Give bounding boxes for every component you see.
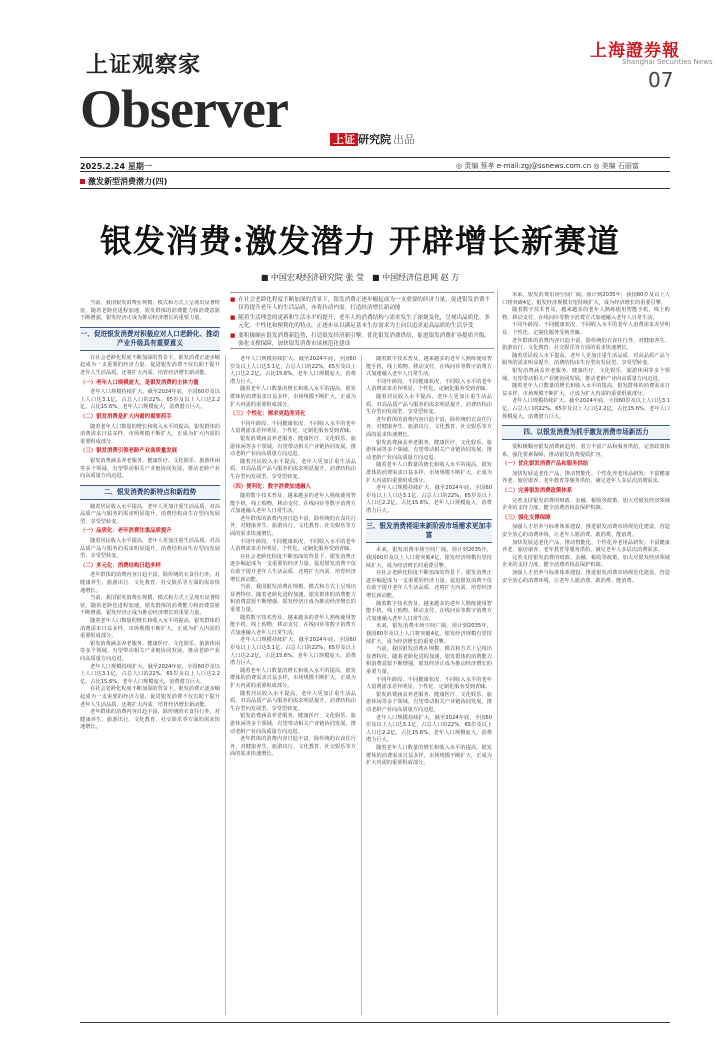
paragraph: 在社会老龄化程度不断加深的背景下，银发消费正逐步崛起成为一支重要的经济力量。促进银发消费不仅有助于提升老年人生活品质，还将扩大内需、培育经济增长新动能。 <box>366 570 492 600</box>
column-divider <box>497 290 498 1015</box>
section-label: 激发新型消费潜力(四) <box>88 177 168 186</box>
column-divider <box>225 355 226 1015</box>
paragraph: 随着老年人口数量的增长和收入水平的提高，银发群体的消费需求日益多样，市场规模不断扩大，正成为扩大内需的重要组成部分。 <box>366 462 492 484</box>
paragraph: 老年群体的消费内容日趋丰富，除传统的衣食住行外，对健康养生、旅游出行、文化教育、社交娱乐等方面的需求快速增长。 <box>502 337 670 352</box>
paragraph: 在社会老龄化程度不断加深的背景下，银发消费正逐步崛起成为一支重要的经济力量。促进银发消费不仅有助于提升老年人生活品质，还将扩大内需、培育经济增长新动能。 <box>80 354 220 376</box>
section-heading: 四、以银发消费为抓手激发消费市场新活力 <box>502 425 670 440</box>
paragraph: 随着数字技术普及，越来越多的老年人熟练使用智能手机，线上购物、移动支付、在线问诊等数字消费方式加速融入老年人日常生活。 <box>366 600 492 622</box>
paragraph: 银发消费涵盖养老服务、健康医疗、文化娱乐、旅游休闲等多个领域，有望带动相关产业链协同发展，推动老龄产业向高质量方向迈进。 <box>502 367 670 382</box>
brand-suffix: 出品 <box>393 133 415 146</box>
paragraph: 随着老年人口数量的增长和收入水平的提高，银发群体的消费需求日益多样，市场规模不断扩大，正成为扩大内需的重要组成部分。 <box>502 383 670 397</box>
brand-box: 上证 <box>330 133 358 146</box>
subheading: （三）银发消费引领老龄产业高质量发展 <box>80 448 178 455</box>
subheading: （二）银发消费是扩大内需的重要抓手 <box>80 413 172 420</box>
summary-point: ■ 要积极顺应银发消费新趋势，打造银发经济新引擎。优化银发消费供给，促进银发消费扩容提质升级。强化支撑保障，加快银发消费市场规范化建设 <box>230 333 491 347</box>
paper-english-name: Shanghai Securities News <box>622 58 713 66</box>
article-column-1 <box>80 300 220 1020</box>
paragraph: 老年人口规模持续扩大。截至2024年底，全国60岁及以上人口达3.1亿，占总人口的22%，65岁及以上人口达2.2亿，占比15.6%，老年人口规模庞大，消费潜力巨大。 <box>80 389 220 411</box>
paragraph: 银发消费涵盖养老服务、健康医疗、文化娱乐、旅游休闲等多个领域，有望带动相关产业链协同发展，推动老龄产业向高质量方向迈进。 <box>230 713 356 735</box>
paragraph: 老年群体的消费内容日趋丰富，除传统的衣食住行外，对健康养生、旅游出行、文化教育、社交娱乐等方面的需求快速增长。 <box>366 416 492 438</box>
paragraph: 未来，银发消费市场空间广阔。预计到2035年，我国60岁及以上人口将突破4亿，银发经济规模有望持续扩大，成为经济增长的重要引擎。 <box>366 547 492 569</box>
paragraph: 随着数字技术普及，越来越多的老年人熟练使用智能手机，线上购物、移动支付、在线问诊等数字消费方式加速融入老年人日常生活。 <box>366 356 492 378</box>
subheading: （二）多元化：消费结构日趋多样 <box>80 562 161 569</box>
paragraph: 不同年龄段、不同健康状况、不同收入水平的老年人消费需求差异明显，个性化、定制化服务受到青睐。 <box>366 676 492 691</box>
paragraph: 银发消费涵盖养老服务、健康医疗、文化娱乐、旅游休闲等多个领域，有望带动相关产业链协同发展，推动老龄产业向高质量方向迈进。 <box>366 439 492 461</box>
section-heading: 二、银发消费的新特点和新趋势 <box>80 485 220 500</box>
paragraph: 老年群体的消费内容日趋丰富，除传统的衣食住行外，对健康养生、旅游出行、文化教育、社交娱乐等方面的需求快速增长。 <box>80 709 220 731</box>
section-tag <box>80 176 167 187</box>
paragraph: 老年群体的消费内容日趋丰富，除传统的衣食住行外，对健康养生、旅游出行、文化教育、社交娱乐等方面的需求快速增长。 <box>80 572 220 594</box>
paragraph: 当前，我国银发消费在规模、模式和方式上呈现出显著特征。随着老龄化进程加速，银发群体的消费能力和消费意愿不断增强，银发经济正成为推动经济增长的重要力量。 <box>366 646 492 675</box>
headline: 银发消费:激发潜力 开辟增长新赛道 <box>100 222 620 260</box>
paragraph: 随着老年人口数量的增长和收入水平的提高，银发群体的消费需求日益多样，市场规模不断扩大，正成为扩大内需的重要组成部分。 <box>230 386 356 408</box>
paragraph: 老年人口规模持续扩大。截至2024年底，全国60岁及以上人口达3.1亿，占总人口的22%，65岁及以上人口达2.2亿，占比15.6%，老年人口规模庞大，消费潜力巨大。 <box>502 398 670 420</box>
paragraph: 随着老年人口数量的增长和收入水平的提高，银发群体的消费需求日益多样，市场规模不断扩大，正成为扩大内需的重要组成部分。 <box>366 744 492 767</box>
brand-mark <box>330 131 415 147</box>
paragraph: 银发消费涵盖养老服务、健康医疗、文化娱乐、旅游休闲等多个领域，有望带动相关产业链协同发展，推动老龄产业向高质量方向迈进。 <box>230 435 356 458</box>
paragraph: 当前，我国银发消费在规模、模式和方式上呈现出显著特征。随着老龄化进程加速，银发群体的消费能力和消费意愿不断增强，银发经济正成为推动经济增长的重要力量。 <box>230 584 356 613</box>
page-number: 07 <box>648 68 674 92</box>
paragraph: 不同年龄段、不同健康状况、不同收入水平的老年人消费需求差异明显，个性化、定制化服务受到青睐。 <box>230 420 356 435</box>
paragraph: 随着老年人口数量的增长和收入水平的提高，银发群体的消费需求日益多样，市场规模不断扩大，正成为扩大内需的重要组成部分。 <box>80 423 220 445</box>
paragraph: 老年群体的消费内容日趋丰富，除传统的衣食住行外，对健康养生、旅游出行、文化教育、社交娱乐等方面的需求快速增长。 <box>230 736 356 758</box>
paragraph: 完善支持银发消费的财政、金融、税收等政策，加大对银发经济领域企业的支持力度，健全消费者权益保护机制。 <box>502 554 670 569</box>
paragraph: 未来，银发消费市场空间广阔。预计到2035年，我国60岁及以上人口将突破4亿，银发经济规模有望持续扩大，成为经济增长的重要引擎。 <box>366 623 492 645</box>
paragraph: 完善支持银发消费的财政、金融、税收等政策，加大对银发经济领域企业的支持力度，健全消费者权益保护机制。 <box>502 497 670 512</box>
paragraph: 加强人才培养与标准体系建设，推进银发消费市场规范化建设，营造安全放心的消费环境，让老年人愿消费、敢消费、能消费。 <box>502 570 670 584</box>
paragraph: 老年人口规模持续扩大。截至2024年底，全国60岁及以上人口达3.1亿，占总人口的22%，65岁及以上人口达2.2亿，占比15.6%，老年人口规模庞大，消费潜力巨大。 <box>230 637 356 667</box>
masthead-title: Observer <box>80 79 288 139</box>
bullet-square-icon <box>80 179 85 184</box>
paragraph: 要积极顺应银发消费新趋势，着力丰富产品和服务供给，完善政策体系，强化要素保障，推动银发消费提质扩容。 <box>502 444 670 458</box>
paragraph: 银发消费涵盖养老服务、健康医疗、文化娱乐、旅游休闲等多个领域，有望带动相关产业链协同发展，推动老龄产业向高质量方向迈进。 <box>366 691 492 713</box>
article-column-4 <box>502 292 670 1020</box>
subheading: （三）强化支撑保障 <box>502 514 551 521</box>
byline: ■ 中国宏观经济研究院 张 莹 ■ 中国经济信息网 赵 方 <box>260 273 460 282</box>
paragraph: 随着居民收入水平提高，老年人更加注重生活品质，对高品质产品与服务的需求明显提升，消费结构由生存型向发展型、享受型转变。 <box>80 538 220 560</box>
footer-rule <box>80 1022 670 1023</box>
paragraph: 老年人口规模持续扩大。截至2024年底，全国60岁及以上人口达3.1亿，占总人口的22%，65岁及以上人口达2.2亿，占比15.6%，老年人口规模庞大，消费潜力巨大。 <box>80 663 220 685</box>
paragraph: 在社会老龄化程度不断加深的背景下，银发消费正逐步崛起成为一支重要的经济力量。促进银发消费不仅有助于提升老年人生活品质，还将扩大内需、培育经济增长新动能。 <box>80 686 220 708</box>
subheading: （一）老年人口规模庞大，是银发消费的主体力量 <box>80 379 199 386</box>
paragraph: 不同年龄段、不同健康状况、不同收入水平的老年人消费需求差异明显，个性化、定制化服务受到青睐。 <box>502 322 670 336</box>
column-label: 上证观察家 <box>86 53 202 78</box>
section-rule <box>80 188 670 189</box>
issue-date: 2025.2.24 星期一 <box>80 162 152 171</box>
paragraph: 老年人口规模持续扩大。截至2024年底，全国60岁及以上人口达3.1亿，占总人口的22%，65岁及以上人口达2.2亿，占比15.6%，老年人口规模庞大，消费潜力巨大。 <box>366 714 492 744</box>
paragraph: 随着居民收入水平提高，老年人更加注重生活品质，对高品质产品与服务的需求明显提升，消费结构由生存型向发展型、享受型转变。 <box>80 503 220 525</box>
section-heading: 三、银发消费将迎来新阶段市场需求更加丰富 <box>366 519 492 543</box>
paragraph: 随着数字技术普及，越来越多的老年人熟练使用智能手机，线上购物、移动支付、在线问诊等数字消费方式加速融入老年人日常生活。 <box>230 614 356 636</box>
summary-point: ■ 在社会老龄化程度不断加深的背景下，银发消费正逐步崛起成为一支重要的经济力量，促进银发消费不仅将提升老年人的生活品质，亦将拉动内需，打造经济增长新动能 <box>230 297 491 311</box>
header-rule <box>80 157 670 158</box>
paragraph: 老年人口规模持续扩大。截至2024年底，全国60岁及以上人口达3.1亿，占总人口的22%，65岁及以上人口达2.2亿，占比15.6%，老年人口规模庞大，消费潜力巨大。 <box>230 356 356 385</box>
paragraph: 当前，我国银发消费在规模、模式和方式上呈现出显著特征。随着老龄化进程加速，银发群体的消费能力和消费意愿不断增强，银发经济正成为推动经济增长的重要力量。 <box>80 300 220 322</box>
summary-bottom-rule <box>230 348 494 349</box>
paragraph: 不同年龄段、不同健康状况、不同收入水平的老年人消费需求差异明显，个性化、定制化服务受到青睐。 <box>366 378 492 393</box>
summary-box <box>230 296 494 350</box>
paragraph: 随着老年人口数量的增长和收入水平的提高，银发群体的消费需求日益多样，市场规模不断扩大，正成为扩大内需的重要组成部分。 <box>80 618 220 640</box>
paragraph: 随着居民收入水平提高，老年人更加注重生活品质，对高品质产品与服务的需求明显提升，消费结构由生存型向发展型、享受型转变。 <box>502 352 670 367</box>
paragraph: 随着数字技术普及，越来越多的老年人熟练使用智能手机，线上购物、移动支付、在线问诊等数字消费方式加速融入老年人日常生活。 <box>230 493 356 515</box>
column-divider <box>361 355 362 1015</box>
paragraph: 加快发展适老化产品，推动智能化、个性化养老用品研发；丰富健康养老、旅居康养、老年教育等服务供给，满足老年人多层次消费需求。 <box>502 470 670 485</box>
subheading: （一）品质化：老年消费注重品质提升 <box>80 528 172 535</box>
subheading: （三）个性化：需求更趋差异化 <box>230 411 306 418</box>
paragraph: 老年人口规模持续扩大。截至2024年底，全国60岁及以上人口达3.1亿，占总人口的22%，65岁及以上人口达2.2亿，占比15.6%，老年人口规模庞大，消费潜力巨大。 <box>366 485 492 514</box>
paragraph: 加快发展适老化产品，推动智能化、个性化养老用品研发；丰富健康养老、旅居康养、老年教育等服务供给，满足老年人多层次消费需求。 <box>502 539 670 554</box>
brand-institute: 研究院 <box>358 133 391 146</box>
paragraph: 在社会老龄化程度不断加深的背景下，银发消费正逐步崛起成为一支重要的经济力量。促进银发消费不仅有助于提升老年人生活品质，还将扩大内需、培育经济增长新动能。 <box>230 553 356 583</box>
date-rule <box>80 171 670 172</box>
subheading: （一）优化银发消费产品和服务供给 <box>502 461 589 468</box>
paper-logo: 上海證券報 <box>590 41 680 61</box>
paragraph: 随着居民收入水平提高，老年人更加注重生活品质，对高品质产品与服务的需求明显提升，消费结构由生存型向发展型、享受型转变。 <box>230 458 356 480</box>
paragraph: 未来，银发消费市场空间广阔。预计到2035年，我国60岁及以上人口将突破4亿，银发经济规模有望持续扩大，成为经济增长的重要引擎。 <box>502 292 670 306</box>
summary-point: ■ 随着生活理念的更新和生活水平的提升，老年人的消费结构与需求发生了深刻变化，呈现出品质化、多元化、个性化和便利化的特点，正逐步从以满足基本生存需求为主向以追求更高品质的生活享受 <box>230 315 491 329</box>
paragraph: 银发消费涵盖养老服务、健康医疗、文化娱乐、旅游休闲等多个领域，有望带动相关产业链协同发展，推动老龄产业向高质量方向迈进。 <box>80 640 220 662</box>
paragraph: 当前，我国银发消费在规模、模式和方式上呈现出显著特征。随着老龄化进程加速，银发群体的消费能力和消费意愿不断增强，银发经济正成为推动经济增长的重要力量。 <box>80 595 220 617</box>
paragraph: 随着数字技术普及，越来越多的老年人熟练使用智能手机，线上购物、移动支付、在线问诊等数字消费方式加速融入老年人日常生活。 <box>502 307 670 321</box>
paragraph: 随着老年人口数量的增长和收入水平的提高，银发群体的消费需求日益多样，市场规模不断扩大，正成为扩大内需的重要组成部分。 <box>230 667 356 689</box>
article-column-3 <box>366 356 492 1020</box>
subheading: （四）便利化：数字消费加速融入 <box>230 483 311 490</box>
paragraph: 银发消费涵盖养老服务、健康医疗、文化娱乐、旅游休闲等多个领域，有望带动相关产业链协同发展，推动老龄产业向高质量方向迈进。 <box>80 457 220 480</box>
section-heading: 一、促进银发消费对积极应对人口老龄化、推动产业升级具有重要意义 <box>80 327 220 351</box>
paragraph: 随着居民收入水平提高，老年人更加注重生活品质，对高品质产品与服务的需求明显提升，消费结构由生存型向发展型、享受型转变。 <box>366 393 492 416</box>
editor-line: ◎ 责编 蔡孝 e-mail:zgj@ssnews.com.cn ◎ 美编 石丽富 <box>456 162 639 170</box>
paragraph: 不同年龄段、不同健康状况、不同收入水平的老年人消费需求差异明显，个性化、定制化服务受到青睐。 <box>230 538 356 553</box>
subheading: （二）完善银发消费政策体系 <box>502 488 573 495</box>
paragraph: 加强人才培养与标准体系建设，推进银发消费市场规范化建设，营造安全放心的消费环境，让老年人愿消费、敢消费、能消费。 <box>502 524 670 539</box>
summary-top-rule <box>230 292 494 293</box>
paragraph: 老年群体的消费内容日趋丰富，除传统的衣食住行外，对健康养生、旅游出行、文化教育、社交娱乐等方面的需求快速增长。 <box>230 515 356 538</box>
paragraph: 随着居民收入水平提高，老年人更加注重生活品质，对高品质产品与服务的需求明显提升，消费结构由生存型向发展型、享受型转变。 <box>230 690 356 712</box>
article-column-2 <box>230 356 356 1020</box>
